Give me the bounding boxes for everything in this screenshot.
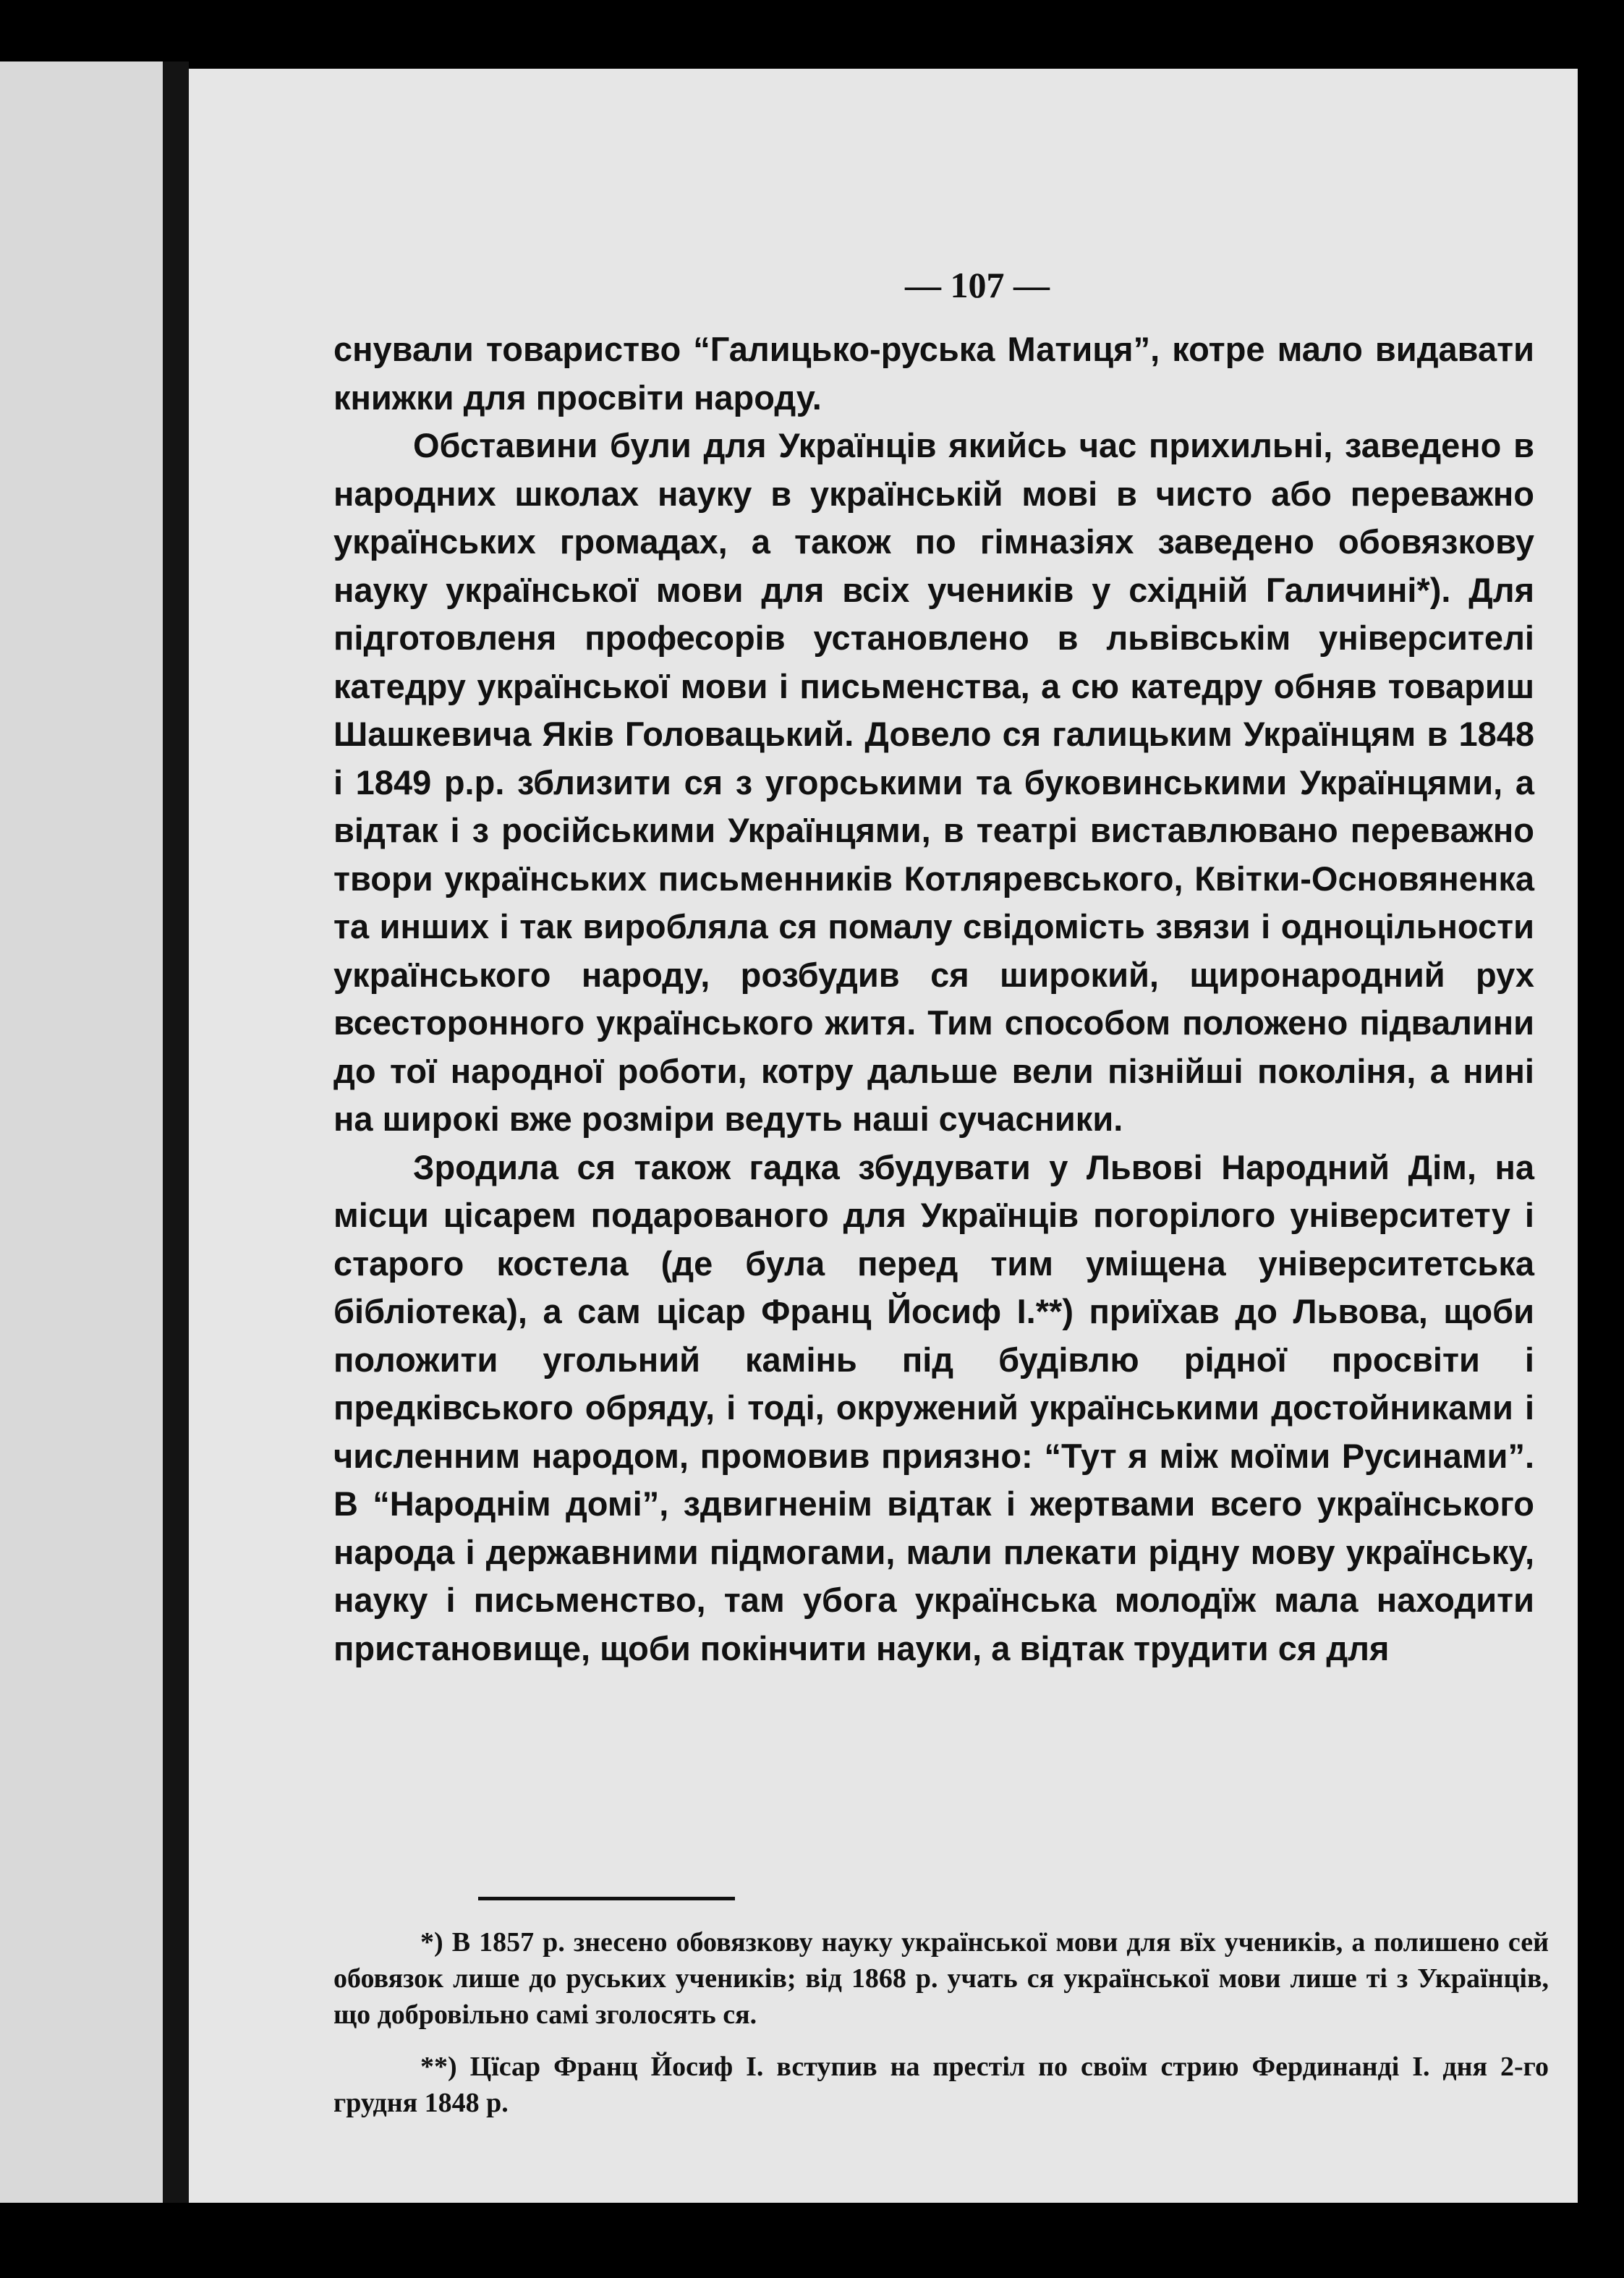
footnotes xyxy=(333,1924,1549,2137)
scan-border xyxy=(0,2203,1624,2278)
footnote: *) В 1857 р. знесено обовязкову науку української мови для вїх учеників, а полишено сей обовязок лише до руських учеників; від 1868 р. учать ся української мови лише ті з Українців, що добровільно самі зголосять ся. xyxy=(333,1927,1549,2030)
left-page-edge xyxy=(0,61,163,2203)
page-number: — 107 — xyxy=(905,265,1050,305)
paragraph: Зродила ся також гадка збудувати у Львові Народний Дім, на місци цісарем подарованого для Українців погорілого університету і старого костела (де була перед тим уміщена університетська бібліотека), а сам цісар Франц Йосиф І.**) приїхав до Львова, щоби положити угольний камінь під будівлю рідної просвіти і предківського обряду, і тоді, окружений українськими достойниками і численним народом, промовив приязно: “Тут я між моїми Русинами”. В “Народнім домі”, здвигненім відтак і жертвами всего українського народа і державними підмогами, мали плекати рідну мову українську, науку і письменство, там убога українська молодїж мала находити пристановище, щоби покінчити науки, а відтак трудити ся для xyxy=(333,1147,1534,1667)
paragraph: Обставини були для Українців якийсь час прихильні, заведено в народних школах науку в українській мові в чисто або переважно українських громадах, а також по гімназіях заведено обовязкову науку української мови для всіх учеників у східній Галичині*). Для підготовленя професорів установлено в львівськім університелі катедру української мови і письменства, а сю катедру обняв товариш Шашкевича Яків Головацький. Довело ся галицьким Українцям в 1848 і 1849 р.р. зблизити ся з угорськими та буковинськими Українцями, а відтак і з російськими Українцями, в театрі виставлювано переважно твори українських письменників Котляревського, Квітки-Основяненка та инших і так виробляла ся помалу свідомість звязи і одноцільности українського народу, розбудив ся широкий, щиронародний рух всесторонного українського житя. Тим способом положено підвалини до тої народної роботи, котру дальше вели пізнійші поколіня, а нині на широкі вже розміри ведуть наші сучасники. xyxy=(333,426,1534,1138)
paragraph-continuation: снували товариство “Галицько-руська Матиця”, котре мало видавати книжки для просвіти народу. xyxy=(333,330,1534,417)
footnote: **) Цїсар Франц Йосиф І. вступив на престіл по своїм стрию Фердинанді І. дня 2-го грудня 1848 р. xyxy=(333,2052,1549,2118)
book-page xyxy=(189,69,1578,2203)
footnote-divider xyxy=(478,1897,735,1900)
book-spine xyxy=(163,61,189,2203)
body-text xyxy=(333,326,1534,1673)
